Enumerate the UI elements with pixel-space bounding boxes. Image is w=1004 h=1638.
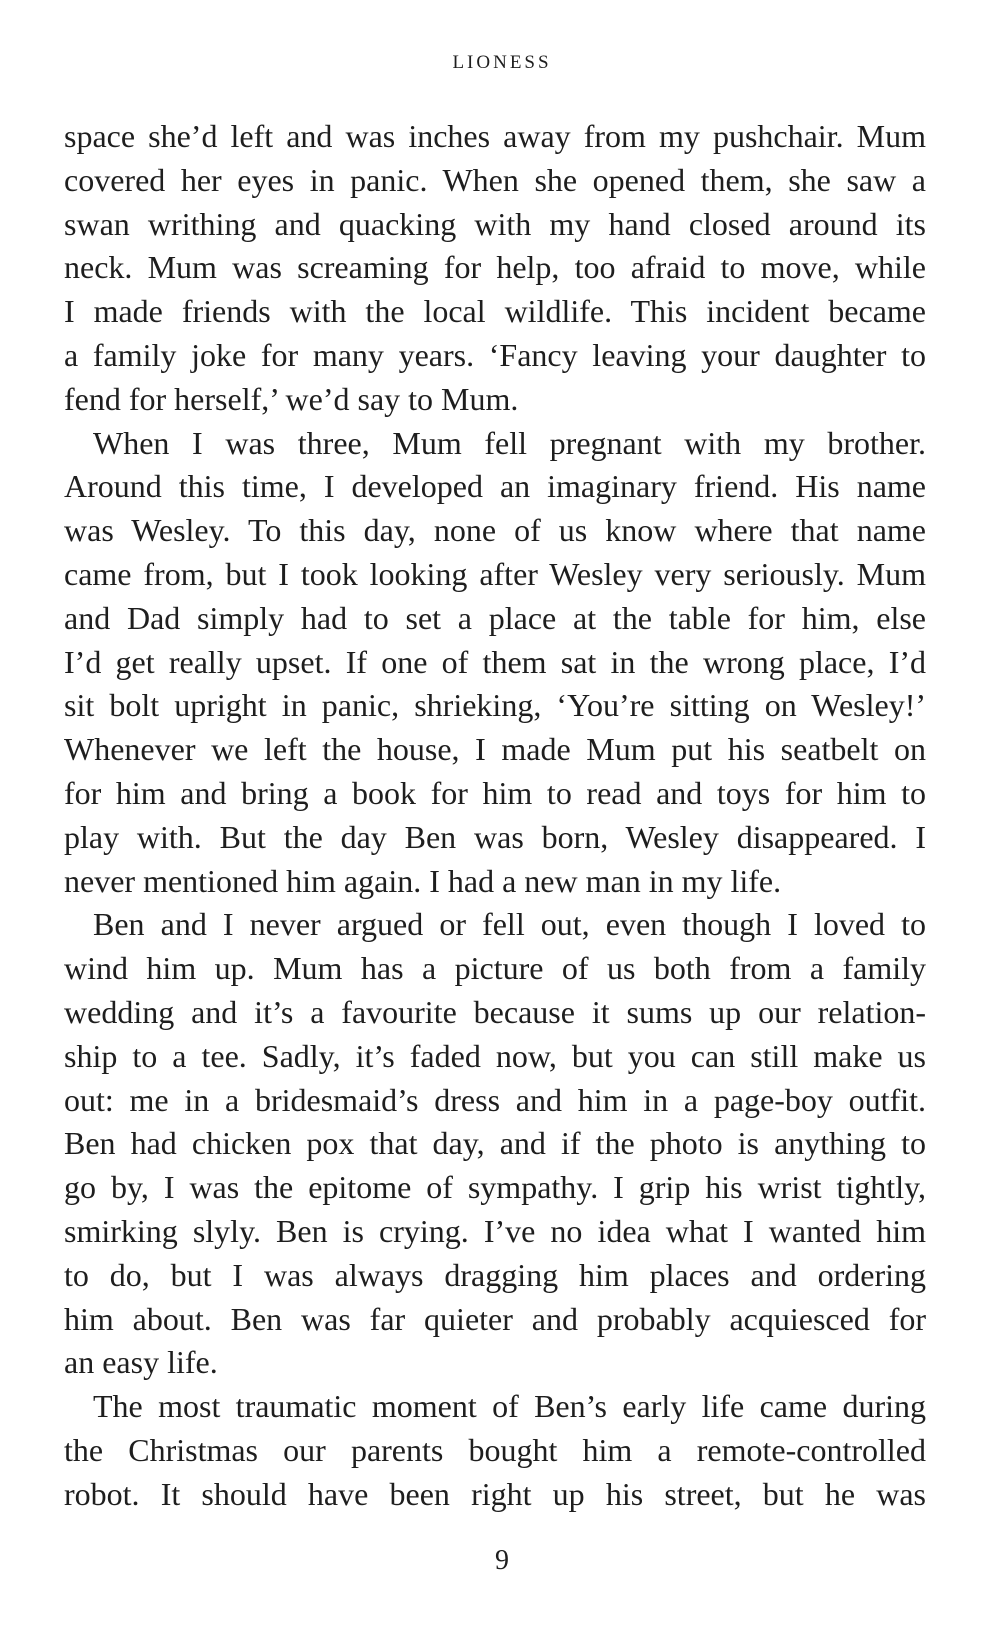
paragraph — [64, 903, 926, 1385]
text-line: to do, but I was always dragging him places and ordering — [64, 1256, 926, 1293]
text-line: covered her eyes in panic. When she opened them, she saw a — [64, 161, 926, 198]
text-line: smirking slyly. Ben is crying. I’ve no idea what I wanted him — [64, 1212, 926, 1249]
text-line: never mentioned him again. I had a new man in my life. — [64, 862, 782, 899]
running-head: LIONESS — [452, 52, 552, 73]
text-line: Whenever we left the house, I made Mum put his seatbelt on — [64, 731, 926, 768]
paragraph — [64, 115, 926, 422]
text-line: ship to a tee. Sadly, it’s faded now, but you can still make us — [64, 1037, 926, 1074]
text-line: I made friends with the local wildlife. This incident became — [64, 293, 926, 330]
body-text — [64, 115, 926, 1517]
text-line: a family joke for many years. ‘Fancy leaving your daughter to — [64, 336, 926, 373]
text-line: wind him up. Mum has a picture of us both from a family — [64, 950, 926, 987]
text-line: neck. Mum was screaming for help, too afraid to move, while — [64, 249, 926, 286]
text-line: for him and bring a book for him to read and toys for him to — [64, 774, 926, 811]
text-line: Ben had chicken pox that day, and if the photo is anything to — [64, 1125, 926, 1162]
text-line: fend for herself,’ we’d say to Mum. — [64, 380, 519, 417]
text-line: swan writhing and quacking with my hand closed around its — [64, 205, 926, 242]
text-line: sit bolt upright in panic, shrieking, ‘You’re sitting on Wesley!’ — [64, 687, 926, 724]
text-line: robot. It should have been right up his street, but he was — [64, 1475, 926, 1512]
paragraph — [64, 422, 926, 904]
text-line: an easy life. — [64, 1344, 218, 1381]
paragraph — [64, 1385, 926, 1516]
text-line: When I was three, Mum fell pregnant with my brother. — [93, 424, 926, 461]
page-number: 9 — [495, 1545, 509, 1576]
text-line: I’d get really upset. If one of them sat in the wrong place, I’d — [64, 643, 926, 680]
text-line: Around this time, I developed an imaginary friend. His name — [64, 468, 926, 505]
text-line: play with. But the day Ben was born, Wesley disappeared. I — [64, 818, 926, 855]
text-line: came from, but I took looking after Wesley very seriously. Mum — [64, 555, 926, 592]
text-line: The most traumatic moment of Ben’s early life came during — [93, 1388, 926, 1425]
text-line: and Dad simply had to set a place at the table for him, else — [64, 599, 926, 636]
text-line: the Christmas our parents bought him a remote-controlled — [64, 1431, 926, 1468]
text-line: go by, I was the epitome of sympathy. I grip his wrist tightly, — [64, 1169, 926, 1206]
text-line: wedding and it’s a favourite because it sums up our relation- — [64, 993, 926, 1030]
text-line: was Wesley. To this day, none of us know where that name — [64, 512, 926, 549]
text-line: Ben and I never argued or fell out, even though I loved to — [93, 906, 926, 943]
text-line: space she’d left and was inches away from my pushchair. Mum — [64, 118, 926, 154]
text-line: him about. Ben was far quieter and probably acquiesced for — [64, 1300, 926, 1337]
text-line: out: me in a bridesmaid’s dress and him in a page-boy outfit. — [64, 1081, 926, 1118]
